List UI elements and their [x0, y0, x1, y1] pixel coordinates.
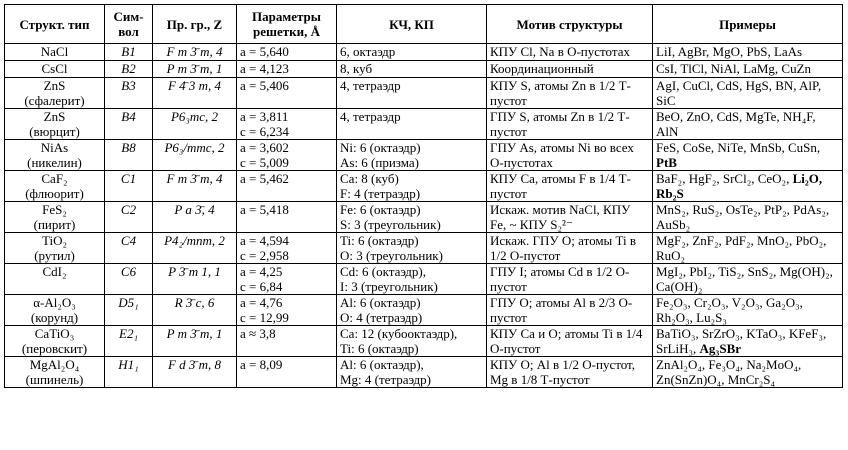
coordination-line: As: 6 (призма) — [340, 155, 419, 170]
table-row — [5, 202, 843, 233]
coordination-line: Fe: 6 (октаэдр) — [340, 202, 421, 217]
space-group-text: F m 3̄ m, 4 — [166, 44, 223, 59]
space-group-text: P 3̄ m 1, 1 — [168, 264, 221, 279]
space-group-cell — [153, 202, 237, 233]
structure-type-cell — [5, 233, 105, 264]
lattice-params-cell — [237, 140, 337, 171]
structure-type-cell — [5, 264, 105, 295]
table-row — [5, 140, 843, 171]
motif-cell — [487, 295, 653, 326]
motif-text: КПУ Ca, атомы F в 1/4 Т-пустот — [490, 171, 631, 201]
coordination-cell — [337, 171, 487, 202]
coordination-line: 4, тетраэдр — [340, 109, 401, 124]
lattice-params-cell — [237, 44, 337, 61]
lattice-param-line: a = 4,594 — [240, 233, 289, 248]
table-row — [5, 295, 843, 326]
examples-bold-text: Ag₃SBr — [699, 341, 742, 356]
lattice-param-line: a = 4,25 — [240, 264, 283, 279]
structure-type-line: (пирит) — [33, 217, 76, 232]
lattice-params-cell — [237, 202, 337, 233]
examples-cell — [653, 295, 843, 326]
structure-type-line: NiAs — [40, 140, 69, 155]
coordination-line: Ca: 12 (кубооктаэдр), — [340, 326, 458, 341]
motif-text: ГПУ As, атомы Ni во всех О-пустотах — [490, 140, 634, 170]
examples-bold-text: PtB — [656, 155, 677, 170]
coordination-cell — [337, 78, 487, 109]
space-group-cell — [153, 78, 237, 109]
lattice-params-cell — [237, 171, 337, 202]
motif-cell — [487, 357, 653, 388]
lattice-param-line: a = 8,09 — [240, 357, 283, 372]
examples-text: CsI, TlCl, NiAl, LaMg, CuZn — [656, 61, 812, 76]
symbol-cell — [105, 109, 153, 140]
space-group-text: P m 3̄ m, 1 — [166, 61, 223, 76]
symbol-text: C4 — [120, 233, 137, 248]
symbol-text: E2₁ — [119, 326, 138, 341]
coordination-line: F: 4 (тетраэдр) — [340, 186, 421, 201]
symbol-text: C6 — [120, 264, 137, 279]
motif-cell — [487, 264, 653, 295]
header-coordination: КЧ, КП — [337, 5, 487, 44]
symbol-text: B3 — [121, 78, 136, 93]
coordination-cell — [337, 295, 487, 326]
coordination-line: 8, куб — [340, 61, 373, 76]
lattice-param-line: c = 2,958 — [240, 248, 289, 263]
coordination-line: Ti: 6 (октаэдр) — [340, 341, 419, 356]
examples-text: LiI, AgBr, MgO, PbS, LaAs — [656, 44, 803, 59]
motif-text: КПУ Ca и О; атомы Ti в 1/4 О-пустот — [490, 326, 643, 356]
structure-type-line: FeS₂ — [42, 202, 67, 217]
examples-cell — [653, 44, 843, 61]
structure-type-line: CaF₂ — [41, 171, 68, 186]
motif-cell — [487, 171, 653, 202]
examples-text: BaF₂, HgF₂, SrCl₂, CeO₂, — [656, 171, 790, 186]
table-row — [5, 357, 843, 388]
structure-type-line: MgAl₂O₄ — [29, 357, 80, 372]
space-group-cell — [153, 109, 237, 140]
structure-type-cell — [5, 171, 105, 202]
symbol-cell — [105, 78, 153, 109]
coordination-line: Al: 6 (октаэдр) — [340, 295, 421, 310]
table-row — [5, 109, 843, 140]
structure-type-line: ZnS — [43, 109, 66, 124]
examples-cell — [653, 326, 843, 357]
examples-text: MgI₂, PbI₂, TiS₂, SnS₂, Mg(OH)₂, Ca(OH)₂ — [656, 264, 833, 294]
examples-text: FeS, CoSe, NiTe, MnSb, CuSn, — [656, 140, 821, 155]
symbol-text: B2 — [121, 61, 136, 76]
lattice-param-line: c = 6,84 — [240, 279, 283, 294]
lattice-param-line: c = 5,009 — [240, 155, 289, 170]
structure-type-line: CdI₂ — [42, 264, 67, 279]
motif-cell — [487, 233, 653, 264]
structure-types-table-wrapper — [4, 4, 843, 388]
coordination-cell — [337, 357, 487, 388]
coordination-line: 4, тетраэдр — [340, 78, 401, 93]
lattice-params-cell — [237, 326, 337, 357]
examples-cell — [653, 202, 843, 233]
motif-text: Искаж. мотив NaCl, КПУ Fe, ~ КПУ S₂²⁻ — [490, 202, 631, 232]
examples-text: BaTiO₃, SrZrO₃, KTaO₃, KFeF₃, SrLiH₃, — [656, 326, 827, 356]
examples-text: ZnAl₂O₄, Fe₃O₄, Na₂MoO₄, Zn(SnZn)O₄, MnCr₂S₄ — [656, 357, 802, 387]
motif-cell — [487, 61, 653, 78]
header-examples: Примеры — [653, 5, 843, 44]
table-header — [5, 5, 843, 44]
space-group-cell — [153, 357, 237, 388]
motif-text: ГПУ О; атомы Al в 2/3 О-пустот — [490, 295, 633, 325]
space-group-text: P4₂/mnm, 2 — [164, 233, 225, 248]
symbol-cell — [105, 61, 153, 78]
motif-text: КПУ Cl, Na в О-пустотах — [490, 44, 630, 59]
space-group-text: P6₃/mmc, 2 — [164, 140, 225, 155]
structure-type-line: TiO₂ — [41, 233, 68, 248]
motif-text: Координационный — [490, 61, 594, 76]
structure-type-cell — [5, 140, 105, 171]
examples-cell — [653, 264, 843, 295]
header-structure-type: Структ. тип — [5, 5, 105, 44]
lattice-params-cell — [237, 61, 337, 78]
structure-type-line: CsCl — [41, 61, 68, 76]
space-group-cell — [153, 326, 237, 357]
structure-type-line: (перовскит) — [21, 341, 88, 356]
lattice-param-line: a ≈ 3,8 — [240, 326, 276, 341]
structure-type-line: (флюорит) — [25, 186, 84, 201]
examples-cell — [653, 233, 843, 264]
coordination-line: O: 4 (тетраэдр) — [340, 310, 423, 325]
structure-type-cell — [5, 109, 105, 140]
examples-cell — [653, 140, 843, 171]
lattice-param-line: a = 5,406 — [240, 78, 289, 93]
space-group-cell — [153, 140, 237, 171]
lattice-param-line: a = 5,640 — [240, 44, 289, 59]
motif-cell — [487, 202, 653, 233]
coordination-line: S: 3 (треугольник) — [340, 217, 441, 232]
header-symbol: Сим-вол — [105, 5, 153, 44]
symbol-cell — [105, 233, 153, 264]
motif-cell — [487, 109, 653, 140]
coordination-line: Al: 6 (октаэдр), — [340, 357, 424, 372]
structure-type-line: (сфалерит) — [24, 93, 85, 108]
coordination-line: Cd: 6 (октаэдр), — [340, 264, 426, 279]
structure-type-cell — [5, 326, 105, 357]
structure-type-line: (никелин) — [27, 155, 82, 170]
examples-cell — [653, 78, 843, 109]
examples-text: Fe₂O₃, Cr₂O₃, V₂O₃, Ga₂O₃, Rh₂O₃, Lu₂S₃ — [656, 295, 803, 325]
table-row — [5, 171, 843, 202]
symbol-text: C1 — [120, 171, 137, 186]
table-row — [5, 44, 843, 61]
lattice-param-line: a = 4,123 — [240, 61, 289, 76]
symbol-text: D5₁ — [118, 295, 139, 310]
coordination-line: Ca: 8 (куб) — [340, 171, 399, 186]
coordination-line: Ti: 6 (октаэдр) — [340, 233, 419, 248]
coordination-cell — [337, 109, 487, 140]
space-group-cell — [153, 44, 237, 61]
symbol-text: B4 — [121, 109, 136, 124]
symbol-cell — [105, 264, 153, 295]
space-group-text: R 3̄ c, 6 — [174, 295, 215, 310]
space-group-text: F d 3̄ m, 8 — [167, 357, 222, 372]
motif-text: Искаж. ГПУ О; атомы Ti в 1/2 О-пустот — [490, 233, 637, 263]
symbol-cell — [105, 202, 153, 233]
coordination-cell — [337, 202, 487, 233]
lattice-params-cell — [237, 233, 337, 264]
motif-text: КПУ S, атомы Zn в 1/2 Т-пустот — [490, 78, 631, 108]
space-group-text: P m 3̄ m, 1 — [166, 326, 223, 341]
motif-text: ГПУ S, атомы Zn в 1/2 Т-пустот — [490, 109, 630, 139]
table-body — [5, 44, 843, 388]
header-motif: Мотив структуры — [487, 5, 653, 44]
header-lattice-params: Параметры решетки, Å — [237, 5, 337, 44]
symbol-text: H1₁ — [118, 357, 139, 372]
structure-types-table — [4, 4, 843, 388]
coordination-line: Mg: 4 (тетраэдр) — [340, 372, 431, 387]
table-row — [5, 326, 843, 357]
symbol-cell — [105, 326, 153, 357]
structure-type-cell — [5, 61, 105, 78]
lattice-param-line: a = 5,462 — [240, 171, 289, 186]
lattice-params-cell — [237, 109, 337, 140]
motif-cell — [487, 326, 653, 357]
symbol-text: C2 — [120, 202, 137, 217]
coordination-cell — [337, 326, 487, 357]
lattice-param-line: c = 6,234 — [240, 124, 289, 139]
lattice-params-cell — [237, 357, 337, 388]
table-row — [5, 233, 843, 264]
lattice-params-cell — [237, 264, 337, 295]
structure-type-cell — [5, 44, 105, 61]
coordination-cell — [337, 61, 487, 78]
examples-bold-text: Li₂O, Rb₂S — [656, 171, 823, 201]
space-group-cell — [153, 171, 237, 202]
coordination-cell — [337, 264, 487, 295]
structure-type-line: (вюрцит) — [29, 124, 80, 139]
lattice-params-cell — [237, 78, 337, 109]
examples-cell — [653, 61, 843, 78]
coordination-cell — [337, 140, 487, 171]
coordination-cell — [337, 233, 487, 264]
structure-type-cell — [5, 295, 105, 326]
lattice-param-line: a = 3,602 — [240, 140, 289, 155]
coordination-line: O: 3 (треугольник) — [340, 248, 443, 263]
structure-type-line: NaCl — [40, 44, 69, 59]
motif-cell — [487, 44, 653, 61]
coordination-cell — [337, 44, 487, 61]
lattice-param-line: a = 3,811 — [240, 109, 289, 124]
symbol-cell — [105, 140, 153, 171]
examples-cell — [653, 171, 843, 202]
examples-text: MgF₂, ZnF₂, PdF₂, MnO₂, PbO₂, RuO₂ — [656, 233, 827, 263]
lattice-param-line: a = 5,418 — [240, 202, 289, 217]
examples-text: BeO, ZnO, CdS, MgTe, NH₄F, AlN — [656, 109, 816, 139]
motif-text: ГПУ I; атомы Cd в 1/2 О-пустот — [490, 264, 630, 294]
space-group-cell — [153, 264, 237, 295]
motif-cell — [487, 78, 653, 109]
coordination-line: Ni: 6 (октаэдр) — [340, 140, 421, 155]
examples-cell — [653, 109, 843, 140]
table-row — [5, 78, 843, 109]
space-group-text: F m 3̄ m, 4 — [166, 171, 223, 186]
structure-type-cell — [5, 78, 105, 109]
space-group-text: P6₃mc, 2 — [170, 109, 219, 124]
coordination-line: 6, октаэдр — [340, 44, 396, 59]
header-row — [5, 5, 843, 44]
structure-type-line: (рутил) — [34, 248, 75, 263]
examples-text: MnS₂, RuS₂, OsTe₂, PtP₂, PdAs₂, AuSb₂ — [656, 202, 830, 232]
space-group-text: P a 3̄, 4 — [174, 202, 215, 217]
space-group-cell — [153, 295, 237, 326]
symbol-text: B8 — [121, 140, 136, 155]
symbol-text: B1 — [121, 44, 136, 59]
table-row — [5, 61, 843, 78]
header-space-group: Пр. гр., Z — [153, 5, 237, 44]
symbol-cell — [105, 357, 153, 388]
structure-type-line: α-Al₂O₃ — [33, 295, 76, 310]
structure-type-line: ZnS — [43, 78, 66, 93]
lattice-params-cell — [237, 295, 337, 326]
lattice-param-line: c = 12,99 — [240, 310, 289, 325]
motif-cell — [487, 140, 653, 171]
motif-text: КПУ О; Al в 1/2 О-пустот, Mg в 1/8 Т-пустот — [490, 357, 635, 387]
space-group-cell — [153, 61, 237, 78]
examples-text: AgI, CuCl, CdS, HgS, BN, AlP, SiC — [656, 78, 822, 108]
structure-type-cell — [5, 357, 105, 388]
structure-type-line: (шпинель) — [25, 372, 84, 387]
table-row — [5, 264, 843, 295]
space-group-text: F 4̄ 3 m, 4 — [167, 78, 222, 93]
structure-type-line: (корунд) — [30, 310, 79, 325]
examples-cell — [653, 357, 843, 388]
coordination-line: I: 3 (треугольник) — [340, 279, 438, 294]
space-group-cell — [153, 233, 237, 264]
symbol-cell — [105, 44, 153, 61]
symbol-cell — [105, 295, 153, 326]
symbol-cell — [105, 171, 153, 202]
lattice-param-line: a = 4,76 — [240, 295, 283, 310]
structure-type-line: CaTiO₃ — [34, 326, 75, 341]
structure-type-cell — [5, 202, 105, 233]
